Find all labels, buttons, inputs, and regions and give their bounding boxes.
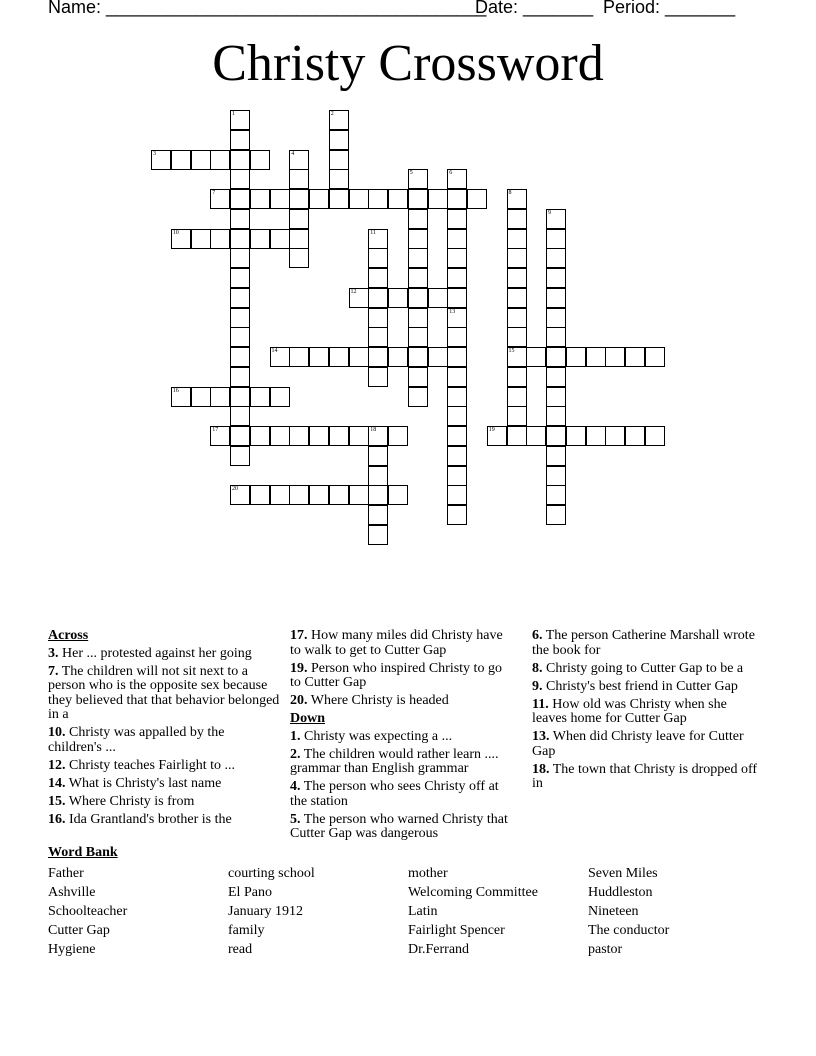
crossword-cell[interactable]	[507, 288, 527, 308]
crossword-cell[interactable]	[546, 367, 566, 387]
crossword-cell[interactable]	[230, 209, 250, 229]
page-title: Christy Crossword	[212, 35, 604, 92]
crossword-cell[interactable]	[447, 505, 467, 525]
crossword-cell[interactable]	[546, 387, 566, 407]
word-bank-item: Latin	[408, 904, 438, 919]
crossword-cell[interactable]	[408, 268, 428, 288]
crossword-cell[interactable]	[546, 209, 566, 229]
crossword-cell[interactable]	[546, 327, 566, 347]
clue-down-8: 8. Christy going to Cutter Gap to be a	[532, 660, 744, 676]
crossword-cell[interactable]	[507, 229, 527, 249]
clues-column-1	[48, 629, 280, 831]
crossword-cell[interactable]	[566, 347, 586, 367]
clue-down-5: 5. The person who warned Christy that Cutter Gap was dangerous	[290, 811, 508, 841]
crossword-cell[interactable]	[191, 150, 211, 170]
crossword-cell[interactable]	[230, 110, 250, 130]
word-bank-item: The conductor	[588, 923, 670, 938]
crossword-cell[interactable]	[230, 150, 250, 170]
crossword-cell[interactable]	[368, 525, 388, 545]
clue-down-4: 4. The person who sees Christy off at the station	[290, 779, 499, 809]
crossword-cell[interactable]	[368, 426, 388, 446]
crossword-cell[interactable]	[289, 485, 309, 505]
crossword-cell[interactable]	[191, 387, 211, 407]
crossword-cell[interactable]	[388, 347, 408, 367]
crossword-cell[interactable]	[566, 426, 586, 446]
clue-number: 8	[508, 190, 512, 196]
crossword-cell[interactable]	[447, 406, 467, 426]
crossword-cell[interactable]	[447, 485, 467, 505]
crossword-cell[interactable]	[447, 347, 467, 367]
crossword-cell[interactable]	[447, 466, 467, 486]
crossword-cell[interactable]	[526, 426, 546, 446]
word-bank-column-3	[408, 864, 588, 959]
crossword-cell[interactable]	[250, 426, 270, 446]
crossword-cell[interactable]	[250, 150, 270, 170]
clue-number: 3	[153, 150, 156, 157]
clue-number: 12	[350, 288, 357, 295]
word-bank-column-4	[588, 864, 768, 959]
crossword-cell[interactable]	[428, 347, 448, 367]
word-bank-item: Schoolteacher	[48, 904, 128, 919]
crossword-cell[interactable]	[368, 466, 388, 486]
clue-across-17: 17. How many miles did Christy have to walk to get to Cutter Gap	[290, 628, 503, 658]
clue-number: 5	[409, 170, 413, 177]
crossword-cell[interactable]	[487, 426, 507, 446]
crossword-cell[interactable]	[230, 327, 250, 347]
crossword-cell[interactable]	[270, 229, 290, 249]
crossword-cell[interactable]	[250, 189, 270, 209]
word-bank-column-2	[228, 864, 408, 959]
word-bank-item: family	[228, 923, 265, 938]
crossword-cell[interactable]	[349, 189, 369, 209]
clue-across-20: 20. Where Christy is headed	[290, 693, 449, 708]
crossword-cell[interactable]	[507, 347, 527, 367]
crossword-cell[interactable]	[289, 426, 309, 446]
clue-number: 17	[212, 427, 219, 433]
crossword-cell[interactable]	[447, 387, 467, 407]
word-bank-item: Cutter Gap	[48, 923, 110, 938]
crossword-cell[interactable]	[507, 248, 527, 268]
clue-number: 14	[271, 348, 278, 354]
crossword-cell[interactable]	[368, 505, 388, 525]
crossword-cell[interactable]	[368, 327, 388, 347]
crossword-cell[interactable]	[408, 169, 428, 189]
crossword-cell[interactable]	[546, 248, 566, 268]
down-heading: Down	[290, 711, 326, 726]
clue-number: 16	[172, 387, 179, 394]
clue-number: 4	[291, 150, 295, 157]
crossword-cell[interactable]	[368, 288, 388, 308]
word-bank-item: Hygiene	[48, 942, 96, 957]
crossword-cell[interactable]	[408, 308, 428, 328]
crossword-cell[interactable]	[250, 229, 270, 249]
crossword-cell[interactable]	[250, 485, 270, 505]
crossword-cell[interactable]	[447, 367, 467, 387]
crossword-cell[interactable]	[210, 426, 230, 446]
crossword-cell[interactable]	[605, 347, 625, 367]
crossword-cell[interactable]	[388, 426, 408, 446]
word-bank-item: Welcoming Committee	[408, 885, 538, 900]
crossword-cell[interactable]	[329, 189, 349, 209]
word-bank-item: Seven Miles	[588, 866, 658, 881]
word-bank-item: Father	[48, 866, 84, 881]
clues-column-2	[290, 629, 516, 845]
crossword-cell[interactable]	[210, 150, 230, 170]
clue-down-11: 11. How old was Christy when she leaves home for Cutter Gap	[532, 696, 727, 726]
word-bank-item: pastor	[588, 942, 623, 957]
crossword-cell[interactable]	[546, 505, 566, 525]
crossword-cell[interactable]	[507, 308, 527, 328]
crossword-cell[interactable]	[368, 268, 388, 288]
crossword-cell[interactable]	[309, 189, 329, 209]
crossword-cell[interactable]	[447, 446, 467, 466]
clue-number: 6	[449, 170, 453, 177]
crossword-cell[interactable]	[546, 308, 566, 328]
crossword-cell[interactable]	[230, 406, 250, 426]
crossword-cell[interactable]	[329, 347, 349, 367]
across-heading: Across	[48, 628, 89, 643]
clue-number: 18	[370, 427, 377, 433]
crossword-cell[interactable]	[447, 327, 467, 347]
crossword-cell[interactable]	[171, 150, 191, 170]
crossword-cell[interactable]	[329, 485, 349, 505]
crossword-cell[interactable]	[230, 288, 250, 308]
period-field-label: Period: _______	[603, 0, 736, 17]
word-bank-item: Dr.Ferrand	[408, 942, 470, 957]
clue-across-19: 19. Person who inspired Christy to go to Cutter Gap	[290, 660, 502, 690]
crossword-cell[interactable]	[230, 169, 250, 189]
crossword-cell[interactable]	[230, 130, 250, 150]
clue-number: 9	[548, 209, 551, 216]
crossword-cell[interactable]	[467, 189, 487, 209]
crossword-cell[interactable]	[368, 367, 388, 387]
word-bank-item: Huddleston	[588, 885, 653, 900]
crossword-cell[interactable]	[270, 426, 290, 446]
clue-down-1: 1. Christy was expecting a ...	[290, 728, 453, 744]
crossword-cell[interactable]	[546, 426, 566, 446]
clue-number: 13	[449, 308, 456, 315]
crossword-cell[interactable]	[408, 288, 428, 308]
crossword-cell[interactable]	[447, 426, 467, 446]
date-field-label: Date: _______	[475, 0, 594, 17]
clue-down-2: 2. The children would rather learn .... grammar than English grammar	[290, 746, 499, 776]
crossword-cell[interactable]	[428, 189, 448, 209]
crossword-cell[interactable]	[408, 387, 428, 407]
crossword-cell[interactable]	[586, 347, 606, 367]
crossword-cell[interactable]	[230, 347, 250, 367]
word-bank-item: courting school	[228, 866, 315, 881]
clue-across-10: 10. Christy was appalled by the children's ...	[48, 725, 225, 755]
crossword-cell[interactable]	[507, 268, 527, 288]
crossword-cell[interactable]	[625, 426, 645, 446]
clue-down-9: 9. Christy's best friend in Cutter Gap	[532, 678, 738, 694]
crossword-cell[interactable]	[289, 229, 309, 249]
clue-down-6: 6. The person Catherine Marshall wrote the book for	[532, 628, 755, 658]
crossword-cell[interactable]	[368, 229, 388, 249]
crossword-cell[interactable]	[230, 308, 250, 328]
crossword-cell[interactable]	[329, 110, 349, 130]
clue-down-18: 18. The town that Christy is dropped off in	[532, 761, 758, 791]
word-bank-item: Ashville	[48, 885, 96, 900]
crossword-cell[interactable]	[507, 189, 527, 209]
crossword-cell[interactable]	[408, 248, 428, 268]
clue-across-15: 15. Where Christy is from	[48, 793, 195, 809]
crossword-cell[interactable]	[605, 426, 625, 446]
crossword-cell[interactable]	[645, 347, 665, 367]
crossword-cell[interactable]	[171, 387, 191, 407]
crossword-cell[interactable]	[546, 229, 566, 249]
crossword-cell[interactable]	[408, 367, 428, 387]
crossword-cell[interactable]	[368, 248, 388, 268]
word-bank-item: mother	[408, 866, 448, 881]
crossword-cell[interactable]	[270, 485, 290, 505]
crossword-cell[interactable]	[368, 446, 388, 466]
crossword-cell[interactable]	[625, 347, 645, 367]
crossword-cell[interactable]	[546, 466, 566, 486]
crossword-cell[interactable]	[368, 189, 388, 209]
crossword-cell[interactable]	[191, 229, 211, 249]
word-bank-column-1	[48, 864, 228, 959]
crossword-cell[interactable]	[526, 347, 546, 367]
crossword-cell[interactable]	[546, 288, 566, 308]
crossword-cell[interactable]	[546, 446, 566, 466]
crossword-cell[interactable]	[210, 387, 230, 407]
word-bank-item: Fairlight Spencer	[408, 923, 505, 938]
crossword-cell[interactable]	[368, 308, 388, 328]
crossword-cell[interactable]	[349, 347, 369, 367]
crossword-cell[interactable]	[270, 387, 290, 407]
crossword-cell[interactable]	[230, 229, 250, 249]
word-bank-heading: Word Bank	[48, 845, 118, 860]
clue-across-14: 14. What is Christy's last name	[48, 775, 222, 791]
clue-number: 20	[232, 486, 238, 493]
word-bank-item: January 1912	[228, 904, 304, 919]
crossword-cell[interactable]	[289, 189, 309, 209]
crossword-cell[interactable]	[546, 406, 566, 426]
crossword-cell[interactable]	[230, 367, 250, 387]
crossword-cell[interactable]	[428, 288, 448, 308]
crossword-cell[interactable]	[368, 485, 388, 505]
clue-across-12: 12. Christy teaches Fairlight to ...	[48, 757, 236, 773]
crossword-cell[interactable]	[388, 189, 408, 209]
crossword-cell[interactable]	[507, 426, 527, 446]
crossword-cell[interactable]	[289, 169, 309, 189]
clue-across-16: 16. Ida Grantland's brother is the	[48, 811, 232, 827]
crossword-cell[interactable]	[546, 485, 566, 505]
crossword-cell[interactable]	[270, 189, 290, 209]
crossword-cell[interactable]	[309, 347, 329, 367]
crossword-cell[interactable]	[408, 229, 428, 249]
crossword-cell[interactable]	[408, 347, 428, 367]
crossword-cell[interactable]	[309, 485, 329, 505]
crossword-cell[interactable]	[447, 229, 467, 249]
crossword-cell[interactable]	[250, 387, 270, 407]
crossword-cell[interactable]	[230, 426, 250, 446]
crossword-cell[interactable]	[230, 446, 250, 466]
crossword-cell[interactable]	[289, 248, 309, 268]
crossword-cell[interactable]	[289, 150, 309, 170]
crossword-cell[interactable]	[447, 268, 467, 288]
crossword-cell[interactable]	[388, 485, 408, 505]
clue-number: 11	[370, 229, 377, 236]
crossword-cell[interactable]	[329, 130, 349, 150]
word-bank-item: El Pano	[228, 885, 272, 900]
crossword-cell[interactable]	[447, 209, 467, 229]
crossword-cell[interactable]	[230, 189, 250, 209]
clue-number: 2	[330, 111, 334, 117]
clue-across-7: 7. The children will not sit next to a person who is the opposite sex because they believed that that behavior belonged in a	[48, 663, 280, 722]
crossword-cell[interactable]	[289, 347, 309, 367]
crossword-cell[interactable]	[230, 268, 250, 288]
crossword-cell[interactable]	[447, 288, 467, 308]
crossword-cell[interactable]	[408, 189, 428, 209]
clue-number: 1	[232, 111, 235, 117]
crossword-cell[interactable]	[368, 347, 388, 367]
clue-number: 15	[508, 348, 515, 354]
crossword-cell[interactable]	[507, 406, 527, 426]
crossword-cell[interactable]	[210, 229, 230, 249]
clues-column-3	[532, 629, 758, 795]
clue-number: 7	[212, 190, 216, 196]
crossword-cell[interactable]	[329, 150, 349, 170]
crossword-cell[interactable]	[447, 308, 467, 328]
crossword-cell[interactable]	[507, 327, 527, 347]
crossword-cell[interactable]	[447, 189, 467, 209]
crossword-cell[interactable]	[645, 426, 665, 446]
crossword-cell[interactable]	[270, 347, 290, 367]
crossword-cell[interactable]	[546, 268, 566, 288]
crossword-cell[interactable]	[546, 347, 566, 367]
clue-number: 10	[172, 229, 179, 236]
crossword-cell[interactable]	[447, 169, 467, 189]
word-bank-item: Nineteen	[588, 904, 639, 919]
crossword-cell[interactable]	[507, 387, 527, 407]
crossword-cell[interactable]	[329, 169, 349, 189]
crossword-cell[interactable]	[289, 209, 309, 229]
clue-across-3: 3. Her ... protested against her going	[48, 645, 252, 661]
crossword-cell[interactable]	[447, 248, 467, 268]
crossword-cell[interactable]	[230, 485, 250, 505]
crossword-cell[interactable]	[171, 229, 191, 249]
crossword-cell[interactable]	[230, 387, 250, 407]
crossword-cell[interactable]	[349, 485, 369, 505]
clue-down-13: 13. When did Christy leave for Cutter Gap	[532, 729, 744, 759]
clue-number: 19	[488, 427, 495, 433]
crossword-cell[interactable]	[507, 367, 527, 387]
name-field-label: Name: ______________________________________	[48, 0, 487, 17]
crossword-cell[interactable]	[408, 209, 428, 229]
crossword-cell[interactable]	[151, 150, 171, 170]
crossword-cell[interactable]	[230, 248, 250, 268]
crossword-cell[interactable]	[329, 426, 349, 446]
crossword-cell[interactable]	[309, 426, 329, 446]
crossword-cell[interactable]	[349, 426, 369, 446]
crossword-cell[interactable]	[388, 288, 408, 308]
crossword-cell[interactable]	[507, 209, 527, 229]
word-bank-item: read	[228, 942, 253, 957]
crossword-cell[interactable]	[408, 327, 428, 347]
crossword-cell[interactable]	[349, 288, 369, 308]
crossword-cell[interactable]	[586, 426, 606, 446]
crossword-cell[interactable]	[210, 189, 230, 209]
